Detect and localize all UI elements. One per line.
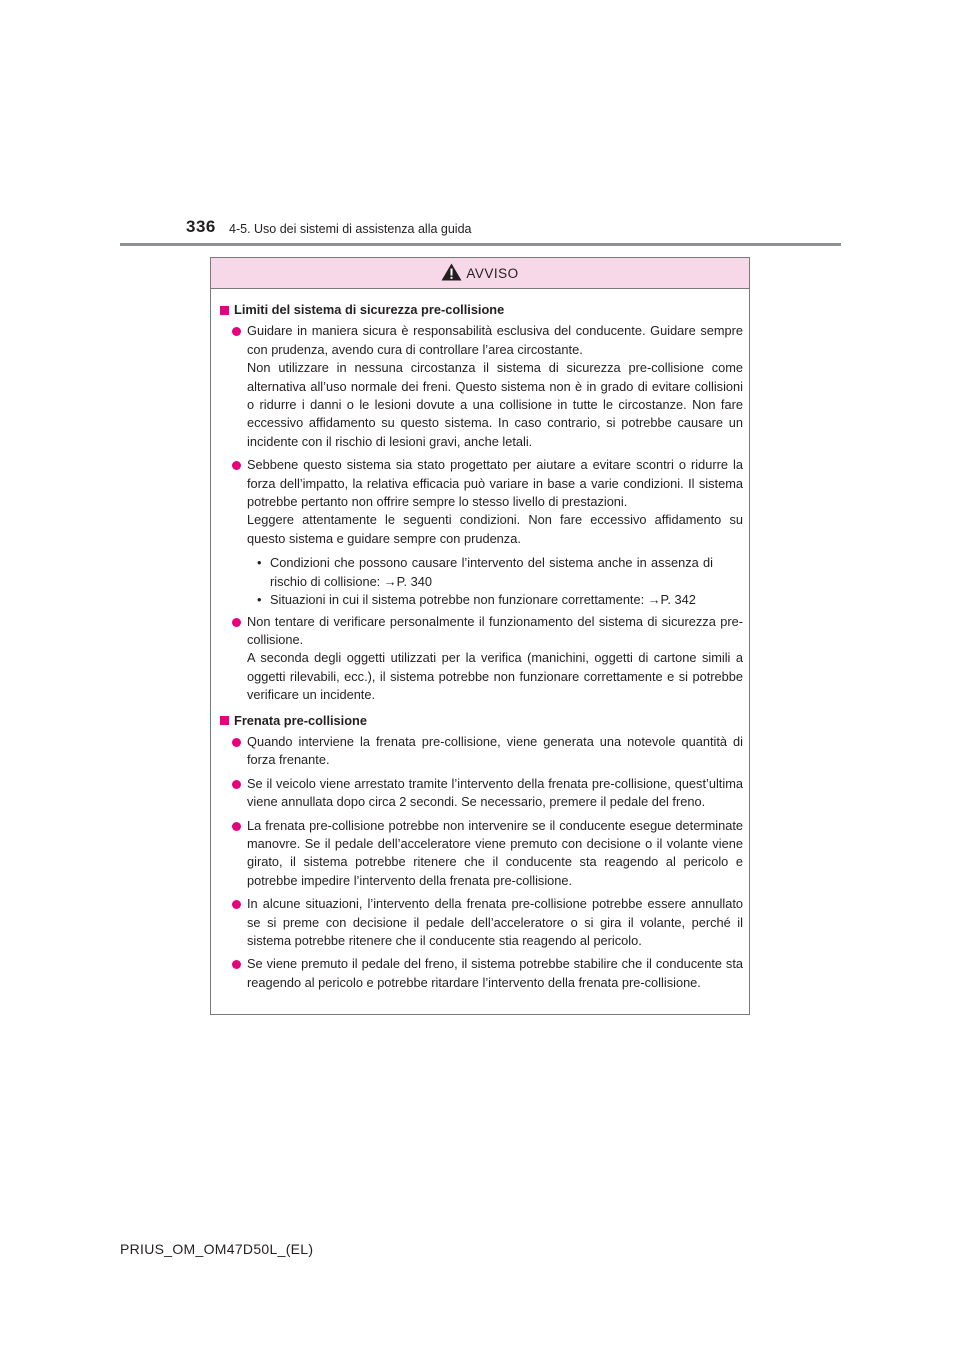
- section-braking: [220, 712, 743, 993]
- paragraph: Leggere attentamente le seguenti condizioni. Non fare eccessivo affidamento su questo sistema e guidare sempre con prudenza.: [247, 512, 743, 546]
- list-item: [220, 322, 743, 451]
- list-item: [220, 775, 743, 812]
- paragraph: Quando interviene la frenata pre-collisione, viene generata una notevole quantità di forza frenante.: [247, 733, 743, 768]
- list-item: [220, 895, 743, 950]
- circle-bullet-icon: [232, 738, 241, 747]
- paragraph: Non utilizzare in nessuna circostanza il sistema di sicurezza pre-collisione come alternativa all’uso normale dei freni. Questo sistema non è in grado di evitare collisioni o ridurre i danni o le lesioni dovute a una collisione in tutte le circostanze. Non fare eccessivo affidamento su questo sistema. In caso contrario, si potrebbe causare un incidente con il rischio di lesioni gravi, anche letali.: [247, 360, 743, 449]
- bullet-text: [247, 613, 743, 705]
- paragraph: Se il veicolo viene arrestato tramite l’intervento della frenata pre-collisione, quest’ultima viene annullata dopo circa 2 secondi. Se necessario, premere il pedale del freno.: [247, 775, 743, 810]
- circle-bullet-icon: [232, 900, 241, 909]
- warning-body: [211, 289, 749, 992]
- list-item: [220, 613, 743, 705]
- paragraph: In alcune situazioni, l’intervento della frenata pre-collisione potrebbe essere annullato se si preme con decisione il pedale dell’acceleratore o si gira il volante, perché il sistema potrebbe ritenere che il conducente stia reagendo al pericolo.: [247, 896, 743, 948]
- section-title: 4-5. Uso dei sistemi di assistenza alla guida: [229, 222, 472, 236]
- paragraph: Non tentare di verificare personalmente il funzionamento del sistema di sicurezza pre-collisione.: [247, 613, 743, 647]
- circle-bullet-icon: [232, 327, 241, 336]
- dot-marker: •: [257, 555, 262, 571]
- square-bullet-icon: [220, 716, 229, 725]
- sub-item-text: Condizioni che possono causare l’intervento del sistema anche in assenza di rischio di collisione: →P. 340: [270, 555, 713, 589]
- section-heading-text: Frenata pre-collisione: [234, 712, 367, 728]
- warning-triangle-icon: [441, 263, 462, 281]
- bullet-text: [247, 955, 743, 992]
- paragraph: A seconda degli oggetti utilizzati per la verifica (manichini, oggetti di cartone simili a oggetti rilevabili, ecc.), il sistema potrebbe non funzionare correttamente e si potrebbe verificare un incidente.: [247, 650, 743, 703]
- list-item: [220, 955, 743, 992]
- paragraph: Se viene premuto il pedale del freno, il sistema potrebbe stabilire che il conducente sta reagendo al pericolo e potrebbe ritardare l’intervento della frenata pre-collisione.: [247, 956, 743, 990]
- bullet-text: [247, 456, 743, 548]
- list-item: [220, 456, 743, 548]
- bullet-text: [247, 733, 743, 770]
- circle-bullet-icon: [232, 780, 241, 789]
- paragraph: La frenata pre-collisione potrebbe non intervenire se il conducente esegue determinate manovre. Se il pedale dell’acceleratore viene premuto con decisione o il volante viene girato, il sistema potrebbe ritenere che il conducente sta reagendo al pericolo e potrebbe impedire l’intervento della frenata pre-collisione.: [247, 817, 743, 888]
- bullet-text: [247, 775, 743, 812]
- warning-header: [211, 258, 749, 289]
- warning-box: [210, 257, 750, 1015]
- bullet-text: [247, 895, 743, 950]
- paragraph: Guidare in maniera sicura è responsabilità esclusiva del conducente. Guidare sempre con prudenza, avendo cura di controllare l’area circostante.: [247, 323, 743, 357]
- header-rule: [120, 243, 841, 246]
- dot-marker: •: [257, 592, 262, 608]
- section-heading-text: Limiti del sistema di sicurezza pre-collisione: [234, 302, 505, 317]
- sub-list-item: [220, 554, 743, 591]
- warning-label: AVVISO: [466, 265, 519, 281]
- sub-item-text: Situazioni in cui il sistema potrebbe non funzionare correttamente: →P. 342: [270, 592, 696, 608]
- paragraph: Sebbene questo sistema sia stato progettato per aiutare a evitare scontri o ridurre la forza dell’impatto, la relativa efficacia può variare in base a varie condizioni. Il sistema potrebbe pertanto non offrire sempre lo stesso livello di prestazioni.: [247, 457, 743, 510]
- sub-list-item: [220, 591, 743, 609]
- footer-doc-code: PRIUS_OM_OM47D50L_(EL): [120, 1241, 314, 1257]
- bullet-text: [247, 322, 743, 451]
- sub-list: [220, 554, 743, 609]
- section-limits: [220, 301, 743, 705]
- circle-bullet-icon: [232, 461, 241, 470]
- section-heading: [220, 712, 743, 730]
- circle-bullet-icon: [232, 822, 241, 831]
- list-item: [220, 817, 743, 891]
- square-bullet-icon: [220, 306, 229, 315]
- list-item: [220, 733, 743, 770]
- page-number: 336: [186, 217, 216, 236]
- circle-bullet-icon: [232, 618, 241, 627]
- bullet-text: [247, 817, 743, 891]
- circle-bullet-icon: [232, 960, 241, 969]
- section-heading: [220, 301, 743, 319]
